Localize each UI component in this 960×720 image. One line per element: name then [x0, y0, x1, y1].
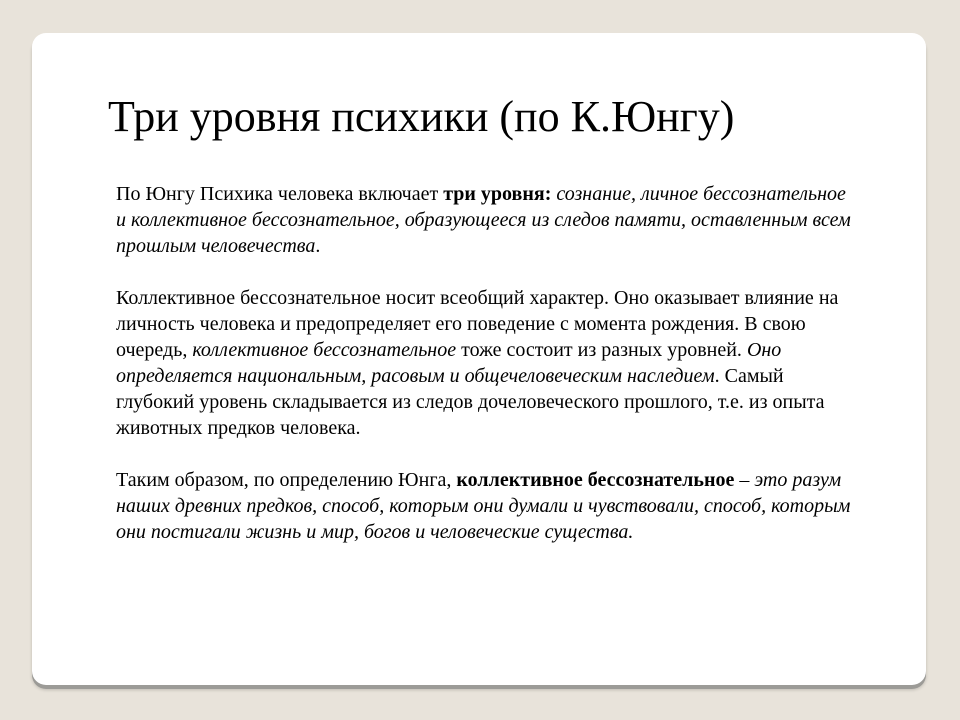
- slide-body: [116, 181, 856, 545]
- slide-card: [32, 33, 926, 685]
- slide-title: Три уровня психики (по К.Юнгу): [108, 92, 735, 141]
- paragraph-definition: [116, 467, 856, 545]
- text-run: тоже состоит из разных уровней.: [456, 339, 747, 361]
- text-run: –: [734, 469, 755, 491]
- text-run-italic: Оно определяется национальным, расовым и общечеловеческим наследием: [116, 339, 782, 387]
- text-run-bold: коллективное бессознательное: [456, 469, 735, 491]
- text-run: Таким образом, по определению Юнга,: [116, 469, 457, 491]
- text-run: . Самый глубокий уровень складывается из следов дочеловеческого прошлого, т.е. из опыта животных предков человека.: [116, 365, 825, 439]
- paragraph-collective-unconscious: [116, 285, 856, 441]
- text-run-italic: коллективное бессознательное: [192, 339, 457, 361]
- paragraph-three-levels: [116, 181, 856, 259]
- text-run: Коллективное бессознательное носит всеобщий характер. Оно оказывает влияние на личность человека и предопределяет его поведение с момента рождения. В свою очередь,: [116, 287, 839, 361]
- text-run-italic: это разум наших древних предков, способ, которым они думали и чувствовали, способ, которым они постигали жизнь и мир, богов и человеческие существа.: [116, 469, 851, 543]
- text-run-bold: три уровня:: [443, 183, 552, 205]
- text-run: По Юнгу Психика человека включает: [116, 183, 444, 205]
- text-run-italic: сознание, личное бессознательное и коллективное бессознательное, образующееся из следов памяти, оставленным всем прошлым человечества: [116, 183, 851, 257]
- text-run: .: [315, 235, 321, 257]
